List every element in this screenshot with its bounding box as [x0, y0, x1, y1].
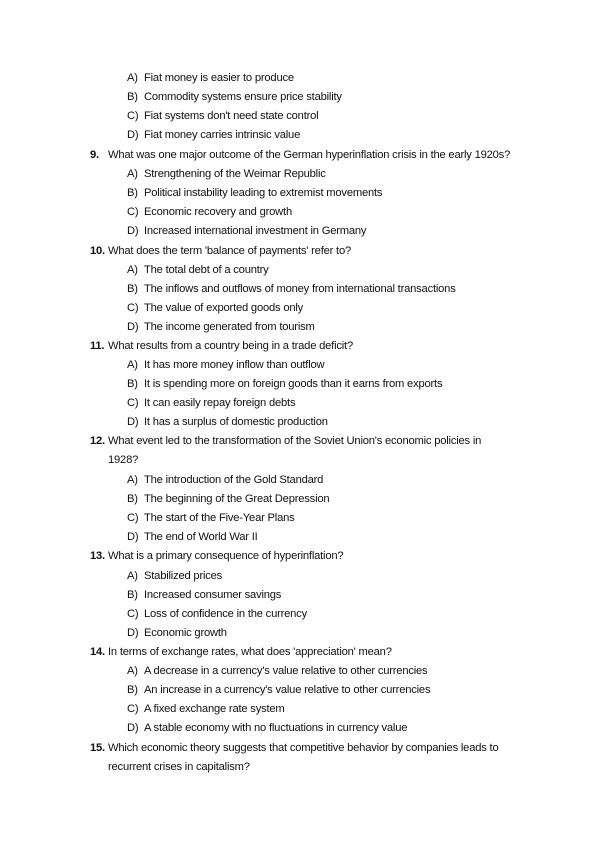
- q10-option-c: [127, 301, 303, 315]
- option-text: Fiat systems don't need state control: [144, 110, 319, 122]
- option-letter: B): [127, 283, 138, 295]
- option-text: It can easily repay foreign debts: [144, 397, 296, 409]
- option-text: Economic recovery and growth: [144, 206, 292, 218]
- option-text: Increased international investment in Germany: [144, 225, 367, 237]
- option-letter: A): [127, 264, 138, 276]
- option-text: It has more money inflow than outflow: [144, 359, 325, 371]
- q12-option-d: [127, 530, 258, 544]
- q14-option-d: [127, 721, 407, 735]
- option-letter: C): [127, 302, 139, 314]
- option-text: Political instability leading to extremist movements: [144, 187, 383, 199]
- question-text: In terms of exchange rates, what does 'appreciation' mean?: [108, 646, 392, 658]
- option-text: The start of the Five-Year Plans: [144, 512, 295, 524]
- option-letter: B): [127, 684, 138, 696]
- option-text: The end of World War II: [144, 531, 258, 543]
- option-letter: D): [127, 627, 139, 639]
- question-text: What results from a country being in a trade deficit?: [108, 340, 353, 352]
- option-letter: C): [127, 206, 139, 218]
- question-15: [90, 741, 530, 755]
- option-letter: B): [127, 91, 138, 103]
- q9-option-b: [127, 186, 382, 200]
- q14-option-b: [127, 683, 430, 697]
- question-number: 14.: [90, 646, 105, 658]
- q10-option-d: [127, 320, 315, 334]
- option-letter: D): [127, 531, 139, 543]
- option-text: An increase in a currency's value relative to other currencies: [144, 684, 431, 696]
- q11-option-d: [127, 415, 328, 429]
- option-text: Increased consumer savings: [144, 589, 282, 601]
- q13-option-d: [127, 626, 227, 640]
- question-text: What event led to the transformation of the Soviet Union's economic policies in: [108, 435, 482, 447]
- question-number: 12.: [90, 435, 105, 447]
- option-letter: A): [127, 570, 138, 582]
- question-text: What is a primary consequence of hyperinflation?: [108, 550, 344, 562]
- q8-option-d: [127, 128, 300, 142]
- q9-option-a: [127, 167, 326, 181]
- option-text: Commodity systems ensure price stability: [144, 91, 342, 103]
- option-letter: C): [127, 608, 139, 620]
- question-text: Which economic theory suggests that competitive behavior by companies leads to: [108, 742, 499, 754]
- question-number: 15.: [90, 742, 105, 754]
- q12-option-c: [127, 511, 295, 525]
- option-text: The inflows and outflows of money from international transactions: [144, 283, 456, 295]
- q11-option-b: [127, 377, 442, 391]
- option-text: The value of exported goods only: [144, 302, 304, 314]
- q13-option-a: [127, 569, 222, 583]
- option-letter: C): [127, 110, 139, 122]
- q11-option-a: [127, 358, 324, 372]
- option-letter: D): [127, 321, 139, 333]
- option-letter: C): [127, 703, 139, 715]
- option-text: The total debt of a country: [144, 264, 269, 276]
- option-text: It is spending more on foreign goods than it earns from exports: [144, 378, 443, 390]
- question-number: 10.: [90, 245, 105, 257]
- option-letter: A): [127, 168, 138, 180]
- option-letter: B): [127, 378, 138, 390]
- option-text: Fiat money carries intrinsic value: [144, 129, 301, 141]
- option-letter: B): [127, 187, 138, 199]
- option-letter: D): [127, 129, 139, 141]
- option-text: A decrease in a currency's value relative to other currencies: [144, 665, 428, 677]
- option-text: The income generated from tourism: [144, 321, 315, 333]
- option-letter: C): [127, 397, 139, 409]
- option-letter: A): [127, 72, 138, 84]
- q12-option-a: [127, 473, 323, 487]
- option-letter: C): [127, 512, 139, 524]
- question-number: 11.: [90, 340, 105, 352]
- question-12: [90, 434, 530, 448]
- q14-option-a: [127, 664, 427, 678]
- q14-option-c: [127, 702, 285, 716]
- option-letter: B): [127, 589, 138, 601]
- option-text: The introduction of the Gold Standard: [144, 474, 324, 486]
- question-9: [90, 148, 530, 162]
- question-text: What does the term 'balance of payments' refer to?: [108, 245, 352, 257]
- option-letter: D): [127, 225, 139, 237]
- q8-option-a: [127, 71, 294, 85]
- question-15-continuation: recurrent crises in capitalism?: [108, 761, 250, 773]
- q8-option-b: [127, 90, 342, 104]
- q11-option-c: [127, 396, 295, 410]
- option-text: Strengthening of the Weimar Republic: [144, 168, 326, 180]
- question-11: [90, 339, 530, 353]
- option-letter: B): [127, 493, 138, 505]
- q8-option-c: [127, 109, 318, 123]
- question-text: What was one major outcome of the German hyperinflation crisis in the early 1920s?: [108, 149, 511, 161]
- option-letter: A): [127, 359, 138, 371]
- option-letter: D): [127, 722, 139, 734]
- question-number: 9.: [90, 149, 99, 161]
- option-text: A fixed exchange rate system: [144, 703, 285, 715]
- question-number: 13.: [90, 550, 105, 562]
- q9-option-c: [127, 205, 292, 219]
- option-text: Loss of confidence in the currency: [144, 608, 307, 620]
- option-text: It has a surplus of domestic production: [144, 416, 328, 428]
- option-text: Fiat money is easier to produce: [144, 72, 294, 84]
- option-letter: D): [127, 416, 139, 428]
- option-text: The beginning of the Great Depression: [144, 493, 330, 505]
- option-text: Stabilized prices: [144, 570, 223, 582]
- question-14: [90, 645, 530, 659]
- q13-option-b: [127, 588, 281, 602]
- question-12-continuation: 1928?: [108, 454, 139, 466]
- option-letter: A): [127, 474, 138, 486]
- option-text: Economic growth: [144, 627, 227, 639]
- q10-option-a: [127, 263, 269, 277]
- q13-option-c: [127, 607, 307, 621]
- option-letter: A): [127, 665, 138, 677]
- q9-option-d: [127, 224, 366, 238]
- q12-option-b: [127, 492, 329, 506]
- question-13: [90, 549, 530, 563]
- q10-option-b: [127, 282, 456, 296]
- question-10: [90, 244, 530, 258]
- option-text: A stable economy with no fluctuations in currency value: [144, 722, 408, 734]
